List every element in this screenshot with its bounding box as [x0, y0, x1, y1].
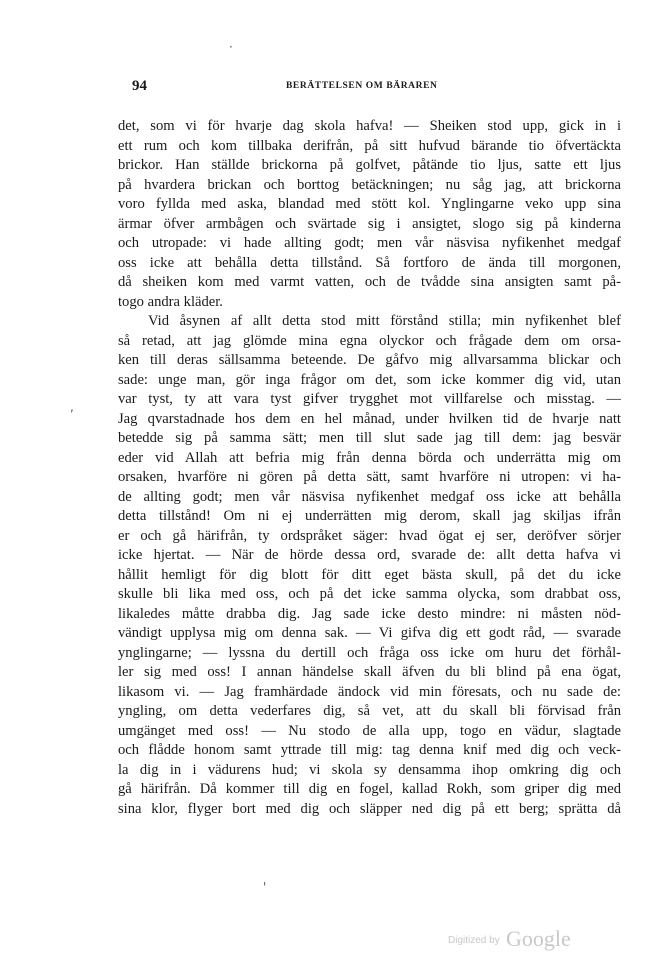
- text-line: skulle bli lika med oss, och på det icke samma olycka, som drabbat oss,: [118, 586, 621, 602]
- text-line: togo andra kläder.: [118, 293, 223, 310]
- text-line: ärmar öfver armbågen och svärtade sig i ansigtet, slogo sig på kinderna: [118, 215, 621, 232]
- text-line: likaledes måtte drabba dig. Jag sade icke desto mindre: ni måsten nöd-: [118, 605, 621, 622]
- text-line: så retad, att jag glömde mina egna olyckor och frågade dem om orsa-: [118, 332, 621, 349]
- text-line: ynglingarne; — lyssna du dertill och fråga oss icke om huru det förhål-: [118, 644, 621, 661]
- text-line: la dig in i vädurens hud; vi skola sy densamma ihop omkring dig och: [118, 761, 621, 778]
- text-line: voro fyllda med aska, blandad med stött kol. Ynglingarne veko upp sina: [118, 196, 621, 212]
- text-line: orsaken, hvarföre ni gören på detta sätt, samt hvarföre ni utropen: vi ha-: [118, 469, 621, 485]
- text-line: ler sig med oss! I annan händelse skall äfven du bli blind på ena ögat,: [118, 664, 621, 680]
- text-line: och flådde honom samt yttrade till mig: tag denna knif med dig och veck-: [118, 742, 621, 758]
- text-line: på hvardera brickan och borttog betäckningen; nu såg jag, att brickorna: [118, 176, 621, 193]
- body-text: [118, 117, 621, 819]
- paper-speck: ': [263, 880, 267, 894]
- page-number: 94: [132, 78, 147, 94]
- text-line: er och gå härifrån, ty ordspråket säger: hvad ögat ej ser, deröfver sörjer: [118, 527, 621, 544]
- text-line: var tyst, ty att vara tyst gifver trygghet mot villfarelse och misstag. —: [118, 391, 621, 407]
- text-line: vändigt upplysa mig om denna sak. — Vi gifva dig ett godt råd, — svarade: [118, 625, 621, 641]
- text-line: de allting godt; men vår näsvisa nyfikenhet medgaf oss icke att behålla: [118, 488, 621, 505]
- text-line: ett rum och kom tillbaka derifrån, på sitt hufvud bärande tio öfvertäckta: [118, 137, 621, 154]
- text-line: Jag qvarstadnade hos dem en hel månad, under hvilken tid de hvarje natt: [118, 410, 621, 427]
- text-line: likasom vi. — Jag framhärdade ändock vid min föresats, och nu sade de:: [118, 683, 621, 700]
- text-line: sade: unge man, gör inga frågor om det, som icke kommer dig vid, utan: [118, 371, 621, 388]
- text-line: icke hjertat. — När de hörde dessa ord, svarade de: allt detta hafva vi: [118, 547, 621, 563]
- watermark-label: Digitized by: [448, 935, 500, 946]
- text-line: detta tillstånd! Om ni ej underrätten mig derom, skall jag skiljas ifrån: [118, 508, 621, 524]
- running-head: BERÄTTELSEN OM BÄRAREN: [286, 81, 438, 91]
- paragraph-start-line: Vid åsynen af allt detta stod mitt förstånd stilla; min nyfikenhet blef: [148, 313, 621, 329]
- text-line: umgänget med oss! — Nu stodo de alla upp, togo en vädur, slagtade: [118, 722, 621, 739]
- text-line: sina klor, flyger bort med dig och släpper ned dig på ett berg; sprätta då: [118, 800, 621, 817]
- text-line: gå härifrån. Då kommer till dig en fogel, kallad Rokh, som griper dig med: [118, 781, 621, 797]
- text-line: yngling, om detta vederfares dig, så vet, att du skall bli förvisad från: [118, 703, 621, 719]
- text-line: oss icke att behålla detta tillstånd. Så fortforo de ända till morgonen,: [118, 254, 621, 271]
- paper-speck: ·: [229, 40, 233, 54]
- text-line: ken till deras sällsamma beteende. De gåfvo mig allvarsamma blickar och: [118, 352, 621, 368]
- text-line: det, som vi för hvarje dag skola hafva! — Sheiken stod upp, gick in i: [118, 118, 621, 134]
- text-line: och utropade: vi hade allting godt; men vår näsvisa nyfikenhet medgaf: [118, 235, 621, 251]
- google-logo: Google: [506, 926, 571, 951]
- text-line: då sheiken kom med varmt vatten, och de tvådde sina ansigten samt på-: [118, 274, 621, 290]
- text-line: betedde sig på samma sätt; men till slut sade jag till dem: jag besvär: [118, 430, 621, 446]
- margin-mark: ,: [70, 400, 74, 414]
- text-line: eder vid Allah att befria mig från denna börda och underrätta mig om: [118, 449, 621, 466]
- digitized-watermark: [448, 926, 588, 952]
- text-line: hållit hemligt för dig blott för ditt eget bästa skull, på det du icke: [118, 566, 621, 583]
- page-header: [118, 80, 530, 100]
- text-line: brickor. Han ställde brickorna på golfvet, påtände tio ljus, satte ett ljus: [118, 157, 621, 173]
